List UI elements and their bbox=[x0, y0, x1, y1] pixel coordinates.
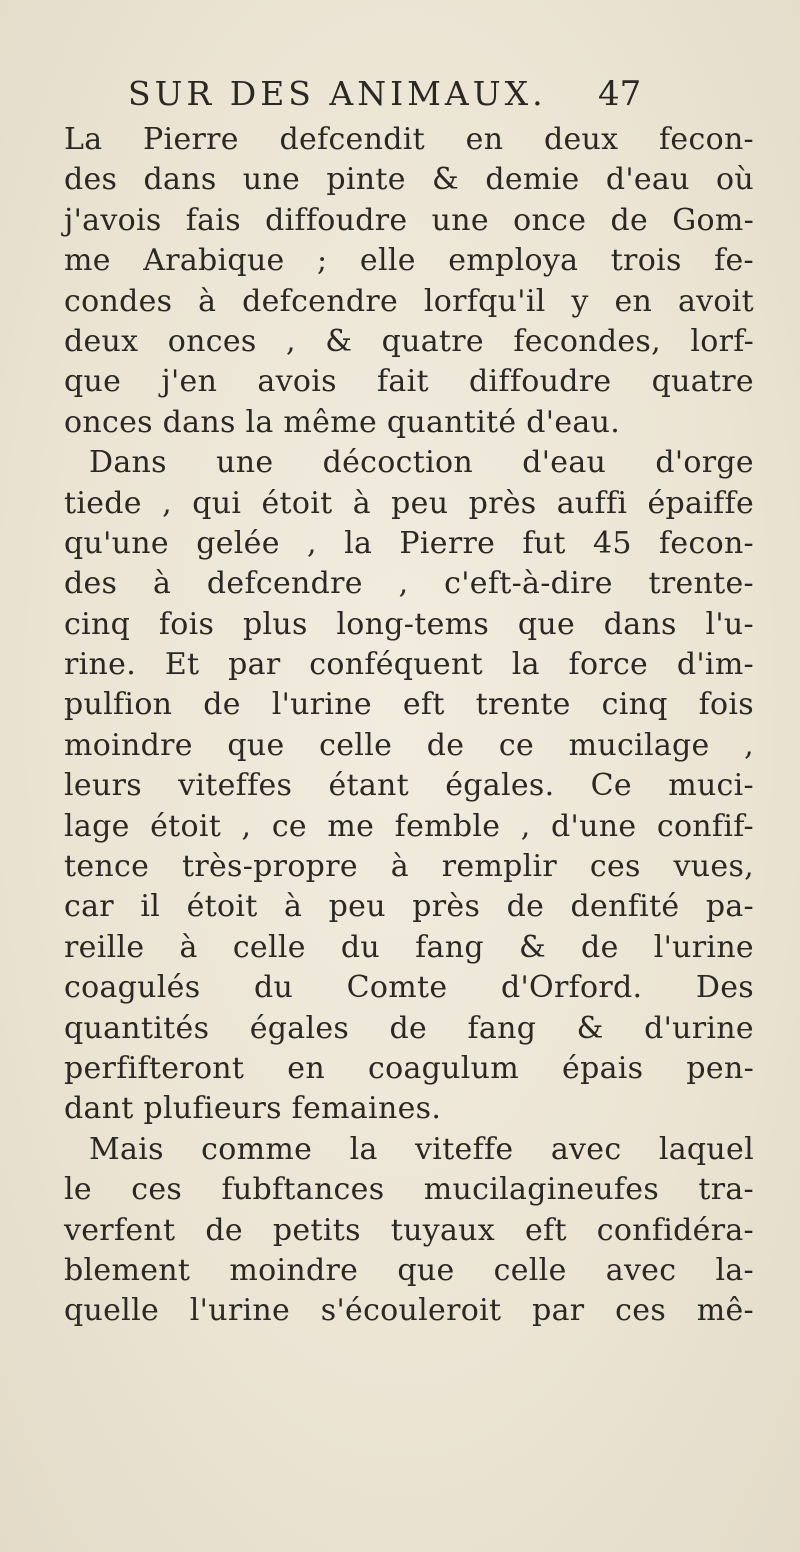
text-line: reille à celle du fang & de l'urine bbox=[64, 929, 754, 965]
text-line: cinq fois plus long-tems que dans l'u- bbox=[64, 606, 754, 642]
text-line: leurs viteffes étant égales. Ce muci- bbox=[64, 768, 754, 804]
text-line: Dans une décoction d'eau d'orge bbox=[89, 445, 754, 481]
text-line: onces dans la même quantité d'eau. bbox=[64, 404, 621, 440]
text-line: quelle l'urine s'écouleroit par ces mê- bbox=[64, 1293, 754, 1329]
text-line: lage étoit , ce me femble , d'une confif- bbox=[64, 808, 754, 844]
text-line: perfifteront en coagulum épais pen- bbox=[64, 1050, 754, 1086]
text-line: verfent de petits tuyaux eft confidéra- bbox=[64, 1212, 754, 1248]
text-line: que j'en avois fait diffoudre quatre bbox=[64, 364, 754, 400]
text-line: rine. Et par conféquent la force d'im- bbox=[64, 647, 754, 683]
text-line: tence très-propre à remplir ces vues, bbox=[64, 849, 754, 885]
text-line: le ces fubftances mucilagineufes tra- bbox=[64, 1172, 754, 1208]
text-line: des à defcendre , c'eft-à-dire trente- bbox=[64, 566, 754, 602]
text-line: des dans une pinte & demie d'eau où bbox=[64, 162, 754, 198]
text-line: coagulés du Comte d'Orford. Des bbox=[64, 970, 754, 1006]
page-header bbox=[0, 74, 800, 114]
text-line: qu'une gelée , la Pierre fut 45 fecon- bbox=[64, 525, 754, 561]
text-line: condes à defcendre lorfqu'il y en avoit bbox=[64, 283, 754, 319]
text-line: me Arabique ; elle employa trois fe- bbox=[64, 243, 754, 279]
text-line: deux onces , & quatre fecondes, lorf- bbox=[64, 323, 754, 359]
text-line: moindre que celle de ce mucilage , bbox=[64, 727, 754, 763]
text-line: car il étoit à peu près de denfité pa- bbox=[64, 889, 754, 925]
text-line: blement moindre que celle avec la- bbox=[64, 1252, 754, 1288]
text-line: La Pierre defcendit en deux fecon- bbox=[64, 122, 754, 157]
running-head: SUR DES ANIMAUX. bbox=[128, 74, 547, 113]
page-number: 47 bbox=[598, 74, 642, 114]
text-line: pulfion de l'urine eft trente cinq fois bbox=[64, 687, 754, 723]
text-line: j'avois fais diffoudre une once de Gom- bbox=[64, 202, 754, 238]
text-line: dant plufieurs femaines. bbox=[64, 1091, 442, 1127]
text-line: quantités égales de fang & d'urine bbox=[64, 1010, 754, 1046]
text-line: Mais comme la viteffe avec laquel bbox=[89, 1131, 754, 1167]
body-text bbox=[64, 120, 754, 1332]
text-line: tiede , qui étoit à peu près auffi épaiffe bbox=[64, 485, 754, 521]
